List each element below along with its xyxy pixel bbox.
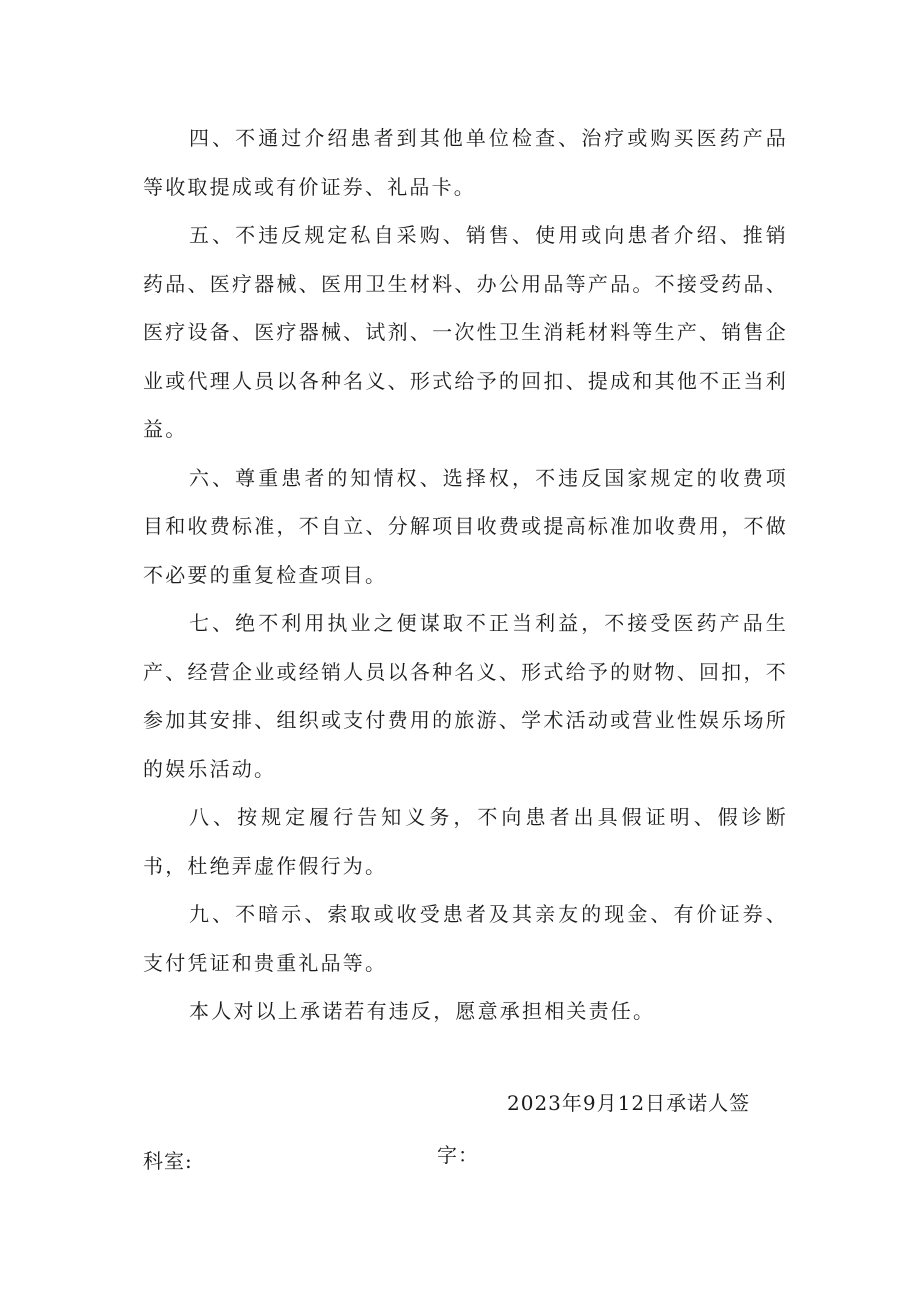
responsibility-statement: 本人对以上承诺若有违反，愿意承担相关责任。 bbox=[189, 999, 656, 1023]
date-and-signer-line: 2023年9月12日承诺人签 bbox=[507, 1091, 751, 1115]
clause-nine: 九、不暗示、索取或收受患者及其亲友的现金、有价证券、支付凭证和贵重礼品等。 bbox=[143, 902, 788, 975]
department-label: 科室: bbox=[143, 1149, 193, 1173]
clause-eight: 八、按规定履行告知义务，不向患者出具假证明、假诊断书，杜绝弄虚作假行为。 bbox=[143, 805, 788, 878]
clause-seven: 七、绝不利用执业之便谋取不正当利益，不接受医药产品生产、经营企业或经销人员以各种名义、形式给予的财物、回扣，不参加其安排、组织或支付费用的旅游、学术活动或营业性娱乐场所的娱乐活动。 bbox=[143, 611, 788, 781]
clause-four: 四、不通过介绍患者到其他单位检查、治疗或购买医药产品等收取提成或有价证券、礼品卡。 bbox=[143, 126, 788, 199]
clause-five: 五、不违反规定私自采购、销售、使用或向患者介绍、推销药品、医疗器械、医用卫生材料、办公用品等产品。不接受药品、医疗设备、医疗器械、试剂、一次性卫生消耗材料等生产、销售企业或代理人员以各种名义、形式给予的回扣、提成和其他不正当利益。 bbox=[143, 223, 788, 441]
commitment-body bbox=[143, 114, 788, 1036]
clause-six: 六、尊重患者的知情权、选择权，不违反国家规定的收费项目和收费标准，不自立、分解项目收费或提高标准加收费用，不做不必要的重复检查项目。 bbox=[143, 465, 788, 587]
signature-label-continuation: 字： bbox=[437, 1143, 479, 1167]
